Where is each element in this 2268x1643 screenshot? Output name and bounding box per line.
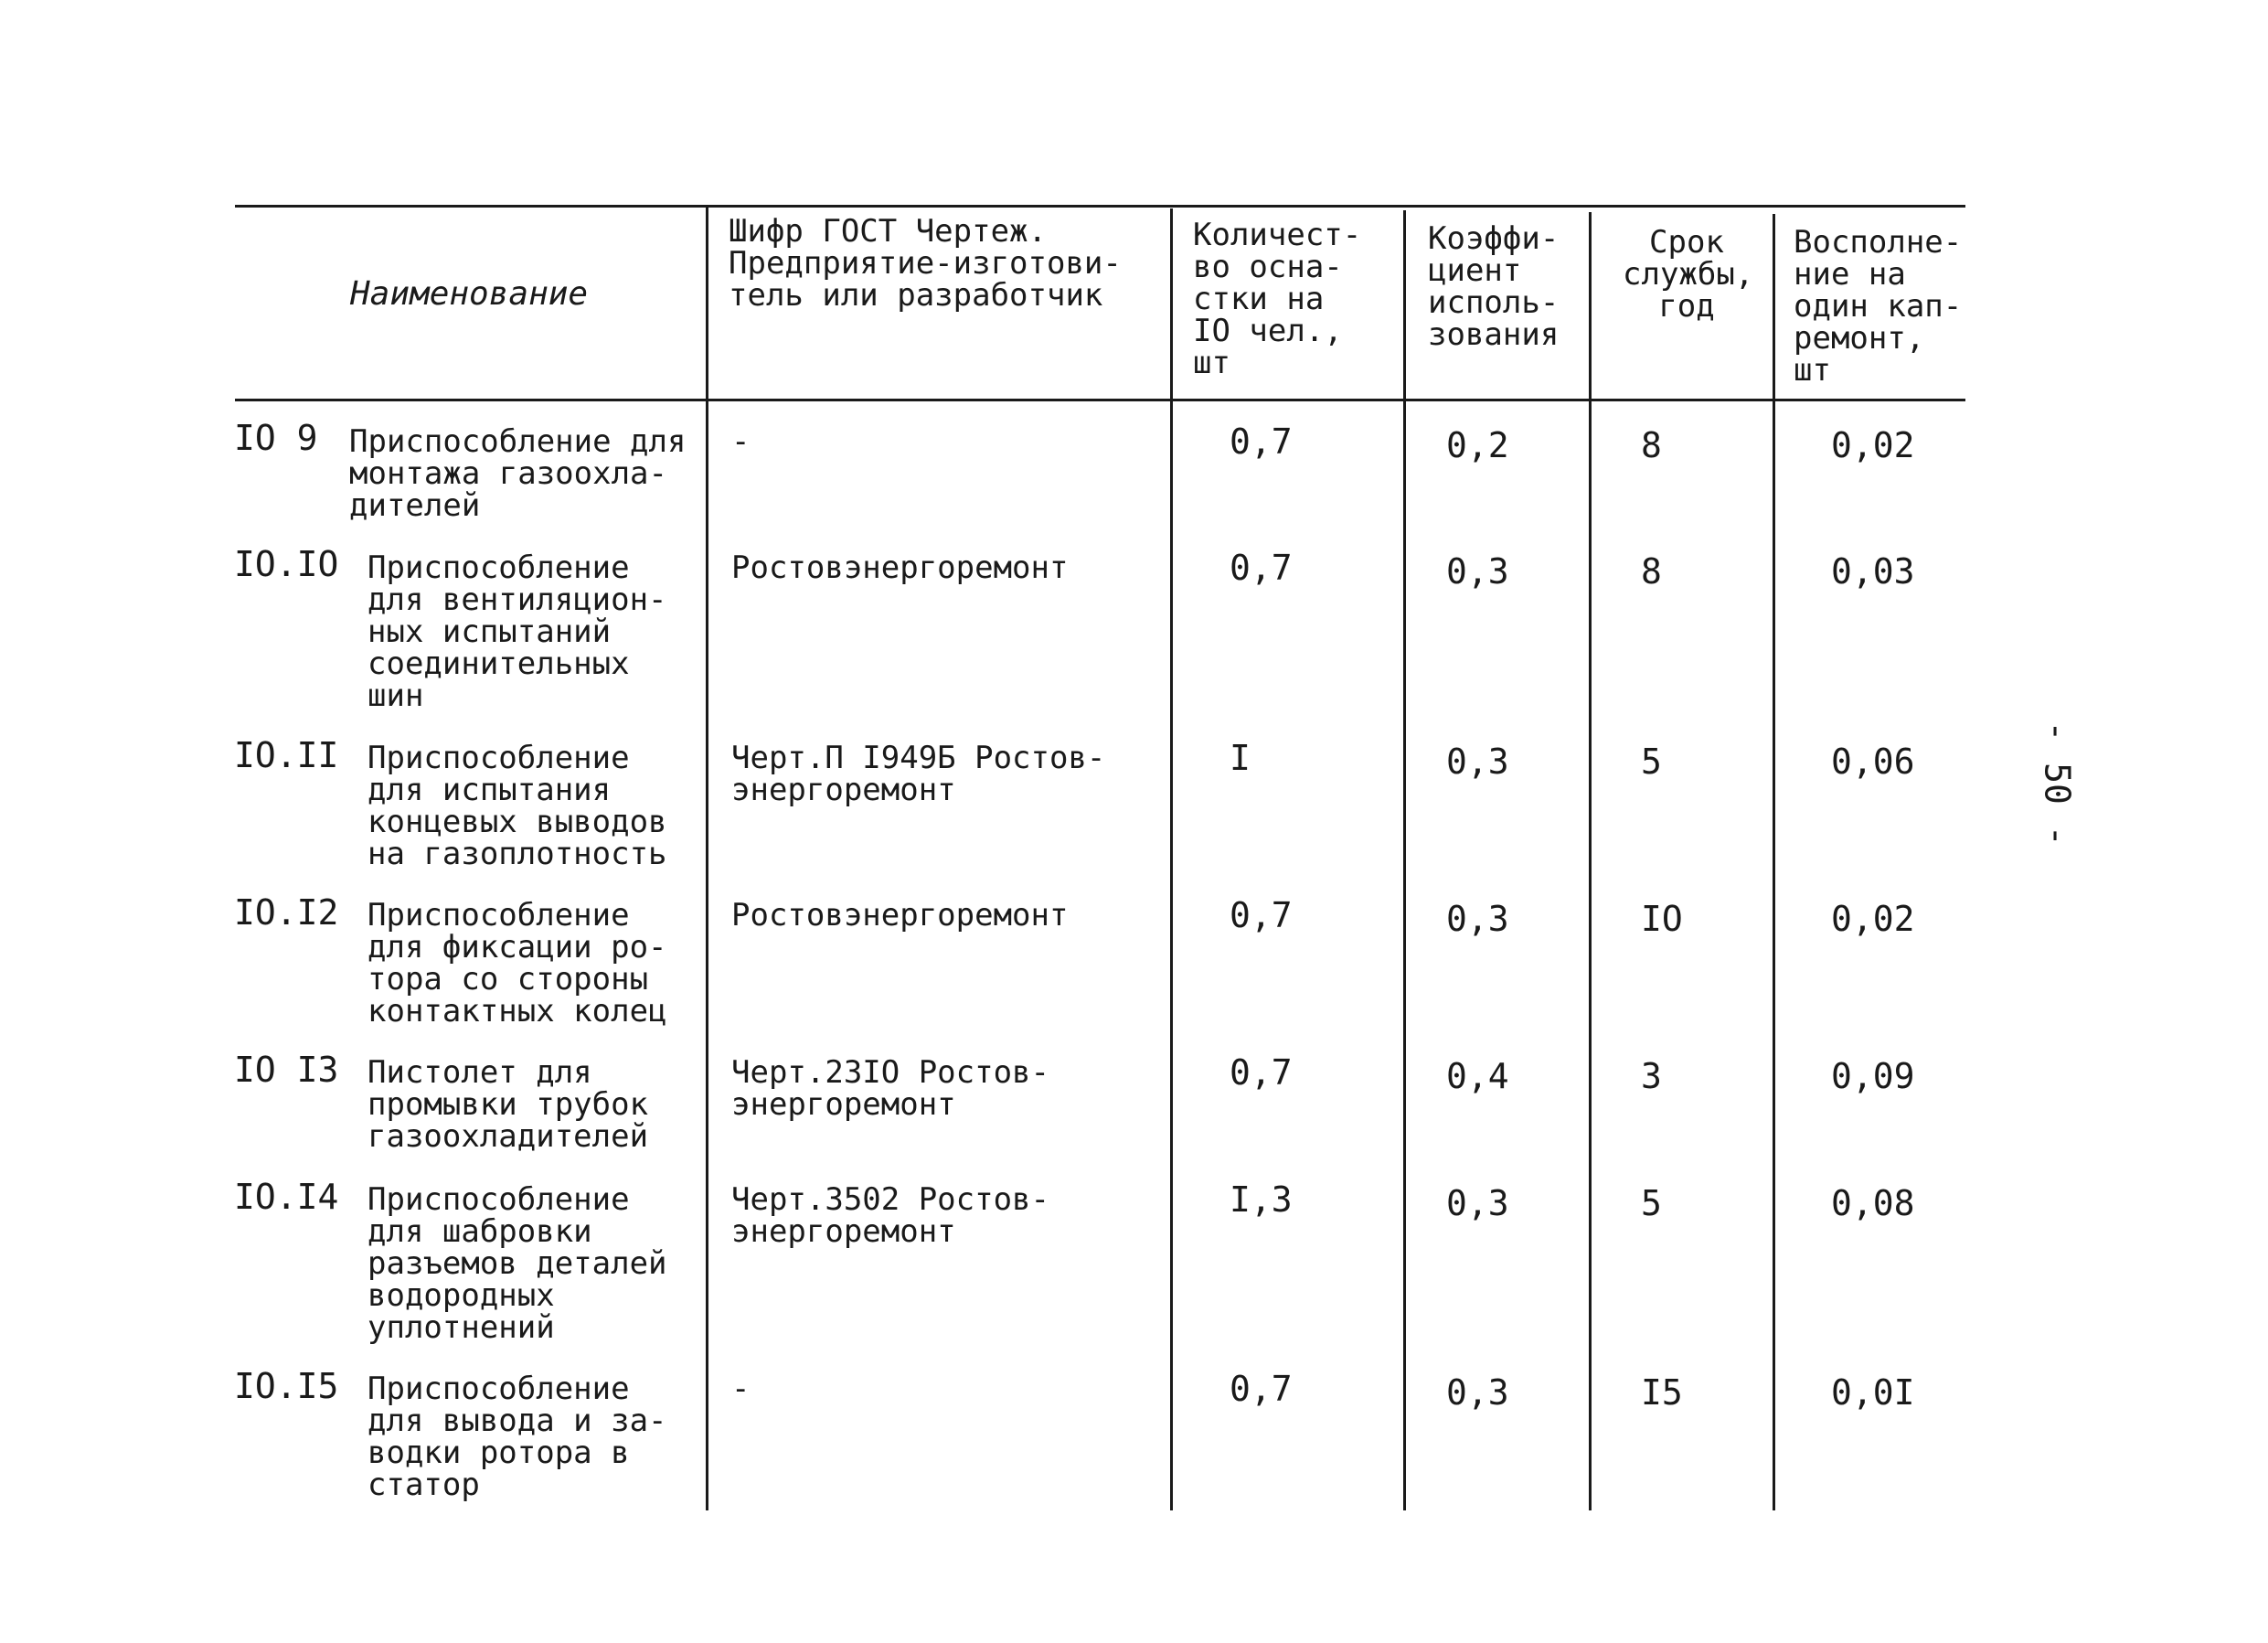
header-replenishment: Восполне- ние на один кап- ремонт, шт: [1794, 224, 1963, 389]
row-name: Приспособление для шабровки разъемов деталей водородных уплотнений: [367, 1181, 667, 1346]
row-code: -: [731, 423, 751, 460]
row-coefficient: 0,3: [1446, 551, 1509, 592]
row-number: IO I3: [234, 1050, 339, 1090]
row-name: Приспособление для испытания концевых выводов на газоплотность: [367, 740, 667, 872]
row-coefficient: 0,3: [1446, 899, 1509, 939]
row-code: Черт.3502 Ростов- энергоремонт: [731, 1181, 1049, 1250]
header-bottom-rule: [235, 399, 1965, 401]
row-number: IO 9: [234, 418, 318, 458]
row-quantity: 0,7: [1230, 548, 1293, 588]
row-service-life: 5: [1641, 741, 1662, 782]
header-service-life: Срок службы, год: [1623, 224, 1754, 325]
row-name: Приспособление для вентиляцион- ных испытаний соединительных шин: [367, 549, 667, 714]
column-divider-2: [1170, 208, 1173, 1510]
row-code: -: [731, 1371, 751, 1407]
row-service-life: 8: [1641, 551, 1662, 592]
header-name: Наименование: [350, 275, 589, 313]
row-quantity: 0,7: [1230, 1052, 1293, 1093]
row-quantity: 0,7: [1230, 421, 1293, 462]
row-replenishment: 0,0I: [1831, 1372, 1915, 1413]
row-replenishment: 0,08: [1831, 1183, 1915, 1223]
row-coefficient: 0,3: [1446, 741, 1509, 782]
column-divider-4: [1589, 212, 1592, 1510]
page-number: - 50 -: [2037, 720, 2078, 847]
row-replenishment: 0,02: [1831, 899, 1915, 939]
row-number: IO.I4: [234, 1177, 339, 1217]
row-service-life: 3: [1641, 1056, 1662, 1096]
row-code: Черт.23IO Ростов- энергоремонт: [731, 1054, 1049, 1123]
row-service-life: 5: [1641, 1183, 1662, 1223]
row-quantity: 0,7: [1230, 1369, 1293, 1409]
row-number: IO.I2: [234, 892, 339, 933]
header-coefficient: Коэффи- циент исполь- зования: [1428, 220, 1560, 353]
row-service-life: I5: [1641, 1372, 1683, 1413]
row-number: IO.II: [234, 735, 339, 775]
row-name: Приспособление для фиксации ро- тора со стороны контактных колец: [367, 897, 667, 1030]
row-quantity: 0,7: [1230, 895, 1293, 935]
row-replenishment: 0,06: [1831, 741, 1915, 782]
row-number: IO.IO: [234, 544, 339, 584]
row-coefficient: 0,3: [1446, 1372, 1509, 1413]
row-replenishment: 0,09: [1831, 1056, 1915, 1096]
column-divider-5: [1773, 214, 1775, 1510]
column-divider-1: [706, 205, 708, 1510]
table-top-rule: [235, 205, 1965, 208]
row-quantity: I: [1230, 738, 1251, 778]
row-quantity: I,3: [1230, 1179, 1293, 1220]
row-coefficient: 0,3: [1446, 1183, 1509, 1223]
row-service-life: IO: [1641, 899, 1683, 939]
column-divider-3: [1403, 210, 1406, 1510]
header-quantity: Количест- во осна- стки на IO чел., шт: [1193, 217, 1362, 381]
row-code: Ростовэнергоремонт: [731, 549, 1069, 586]
row-number: IO.I5: [234, 1366, 339, 1406]
row-name: Приспособление для монтажа газоохла- дителей: [349, 423, 687, 524]
row-code: Ростовэнергоремонт: [731, 897, 1069, 934]
row-coefficient: 0,2: [1446, 425, 1509, 465]
row-name: Пистолет для промывки трубок газоохладителей: [367, 1054, 649, 1155]
row-service-life: 8: [1641, 425, 1662, 465]
row-coefficient: 0,4: [1446, 1056, 1509, 1096]
row-code: Черт.П I949Б Ростов- энергоремонт: [731, 740, 1106, 808]
row-name: Приспособление для вывода и за- водки ротора в статор: [367, 1371, 667, 1503]
row-replenishment: 0,03: [1831, 551, 1915, 592]
row-replenishment: 0,02: [1831, 425, 1915, 465]
header-code: Шифр ГОСТ Чертеж. Предприятие-изготови- тель или разработчик: [729, 213, 1122, 314]
